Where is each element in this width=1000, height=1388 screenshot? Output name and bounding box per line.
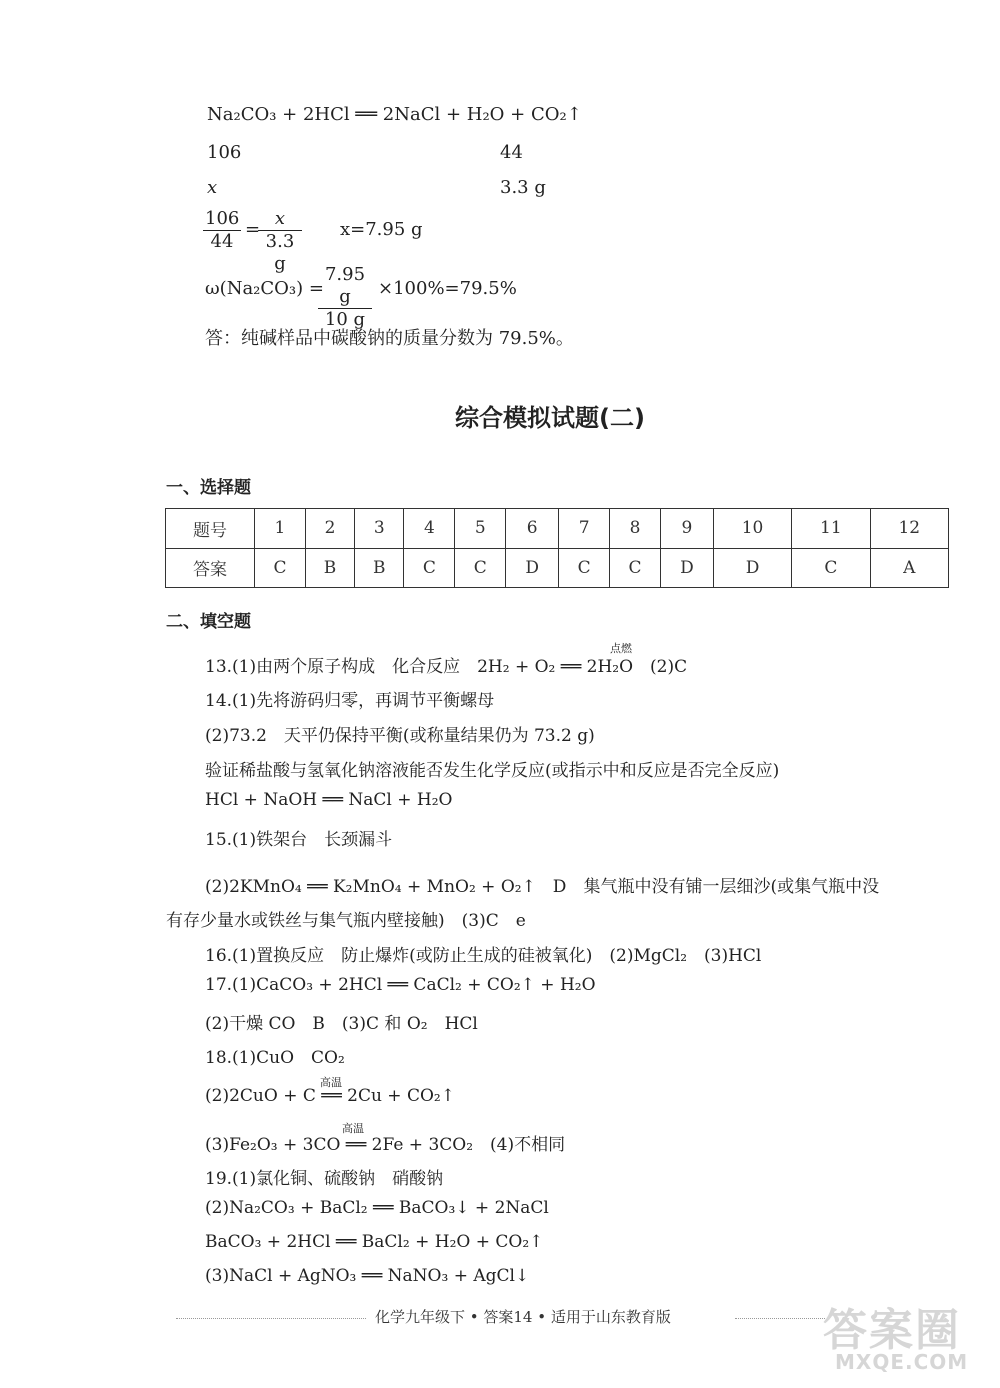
answer-line-14-4: HCl + NaOH ══ NaCl + H₂O — [205, 790, 453, 810]
table-cell: 9 — [660, 509, 713, 549]
table-cell: D — [713, 548, 791, 588]
chem-equation: Na₂CO₃ + 2HCl ══ 2NaCl + H₂O + CO₂↑ — [207, 104, 582, 125]
watermark-logo — [815, 1290, 985, 1380]
table-cell: C — [559, 548, 610, 588]
ratio-denominator-right: 3.3 g — [265, 231, 295, 274]
ratio-result: x=7.95 g — [340, 219, 423, 240]
omega-fraction — [318, 264, 372, 331]
footer-divider-left — [176, 1318, 366, 1319]
table-cell: 1 — [255, 509, 306, 549]
table-cell: C — [610, 548, 661, 588]
answer-line-17-2: (2)干燥 CO B (3)C 和 O₂ HCl — [205, 1014, 478, 1034]
fill-heading: 二、填空题 — [166, 612, 251, 632]
table-cell: 4 — [404, 509, 455, 549]
table-header-answer: 答案 — [166, 548, 255, 588]
footer-divider-right — [735, 1318, 825, 1319]
choice-heading: 一、选择题 — [166, 478, 251, 498]
condition-dianran: 点燃 — [610, 642, 632, 655]
answer-line-15-1: 15.(1)铁架台 长颈漏斗 — [205, 830, 393, 850]
answer-line-17-1: 17.(1)CaCO₃ + 2HCl ══ CaCl₂ + CO₂↑ + H₂O — [205, 975, 596, 995]
table-row-answers — [166, 548, 949, 588]
table-cell: D — [660, 548, 713, 588]
answer-line-18-1: 18.(1)CuO CO₂ — [205, 1048, 345, 1068]
omega-denominator: 10 g — [324, 309, 366, 330]
table-cell: 2 — [305, 509, 354, 549]
table-cell: 7 — [559, 509, 610, 549]
table-cell: C — [455, 548, 506, 588]
answer-line-19-4: (3)NaCl + AgNO₃ ══ NaNO₃ + AgCl↓ — [205, 1266, 530, 1286]
ratio-numerator-left: 106 — [205, 208, 240, 229]
table-cell: D — [506, 548, 559, 588]
table-cell: 12 — [870, 509, 948, 549]
table-cell: A — [870, 548, 948, 588]
ratio-denominator-left: 44 — [210, 231, 234, 252]
table-cell: 8 — [610, 509, 661, 549]
table-cell: 10 — [713, 509, 791, 549]
ratio-equals: = — [245, 219, 261, 240]
table-cell: C — [255, 548, 306, 588]
omega-numerator: 7.95 g — [318, 264, 372, 309]
table-cell: 3 — [355, 509, 404, 549]
condition-gaowen-2: 高温 — [342, 1122, 364, 1135]
answer-line-19-2: (2)Na₂CO₃ + BaCl₂ ══ BaCO₃↓ + 2NaCl — [205, 1198, 549, 1218]
table-cell: B — [305, 548, 354, 588]
known-mass: 3.3 g — [500, 177, 546, 198]
answer-line-19-3: BaCO₃ + 2HCl ══ BaCl₂ + H₂O + CO₂↑ — [205, 1232, 544, 1252]
answer-line-18-3: (3)Fe₂O₃ + 3CO ══ 2Fe + 3CO₂ (4)不相同 — [205, 1135, 566, 1155]
answer-line-14-3: 验证稀盐酸与氢氧化钠溶液能否发生化学反应(或指示中和反应是否完全反应) — [205, 761, 780, 781]
table-row-numbers — [166, 509, 949, 549]
table-cell: 11 — [792, 509, 870, 549]
table-cell: C — [404, 548, 455, 588]
molar-mass-left: 106 — [207, 142, 242, 163]
watermark-logo-text: 答案圈 — [823, 1305, 961, 1356]
ratio-numerator-right: x — [258, 208, 302, 231]
unknown-x: x — [207, 177, 218, 198]
table-cell: B — [355, 548, 404, 588]
ratio-fraction-left — [203, 208, 241, 253]
table-cell: 5 — [455, 509, 506, 549]
answer-statement: 答：纯碱样品中碳酸钠的质量分数为 79.5%。 — [205, 328, 574, 349]
answer-line-19-1: 19.(1)氯化铜、硫酸钠 硝酸钠 — [205, 1169, 444, 1189]
molar-mass-right: 44 — [500, 142, 523, 163]
section-title: 综合模拟试题(二) — [455, 404, 645, 432]
table-cell: C — [792, 548, 870, 588]
ratio-fraction-right — [258, 208, 302, 275]
omega-result: ×100%=79.5% — [378, 278, 517, 299]
answer-line-14-2: (2)73.2 天平仍保持平衡(或称量结果仍为 73.2 g) — [205, 726, 595, 746]
table-header-number: 题号 — [166, 509, 255, 549]
watermark-domain: MXQE.COM — [835, 1350, 969, 1374]
page-footer: 化学九年级下 • 答案14 • 适用于山东教育版 — [375, 1308, 671, 1326]
condition-gaowen-1: 高温 — [320, 1076, 342, 1089]
omega-label: ω(Na₂CO₃) = — [205, 278, 324, 299]
answer-line-15-2: (2)2KMnO₄ ══ K₂MnO₄ + MnO₂ + O₂↑ D 集气瓶中没有铺一层细沙(或集气瓶中没 — [205, 877, 880, 897]
answer-table — [165, 508, 949, 588]
answer-line-13: 13.(1)由两个原子构成 化合反应 2H₂ + O₂ ══ 2H₂O (2)C — [205, 657, 688, 677]
table-cell: 6 — [506, 509, 559, 549]
answer-line-15-3: 有存少量水或铁丝与集气瓶内壁接触) (3)C e — [166, 911, 526, 931]
answer-line-14-1: 14.(1)先将游码归零，再调节平衡螺母 — [205, 691, 495, 711]
answer-line-16: 16.(1)置换反应 防止爆炸(或防止生成的硅被氧化) (2)MgCl₂ (3)HCl — [205, 946, 762, 966]
answer-line-18-2: (2)2CuO + C ══ 2Cu + CO₂↑ — [205, 1086, 455, 1106]
